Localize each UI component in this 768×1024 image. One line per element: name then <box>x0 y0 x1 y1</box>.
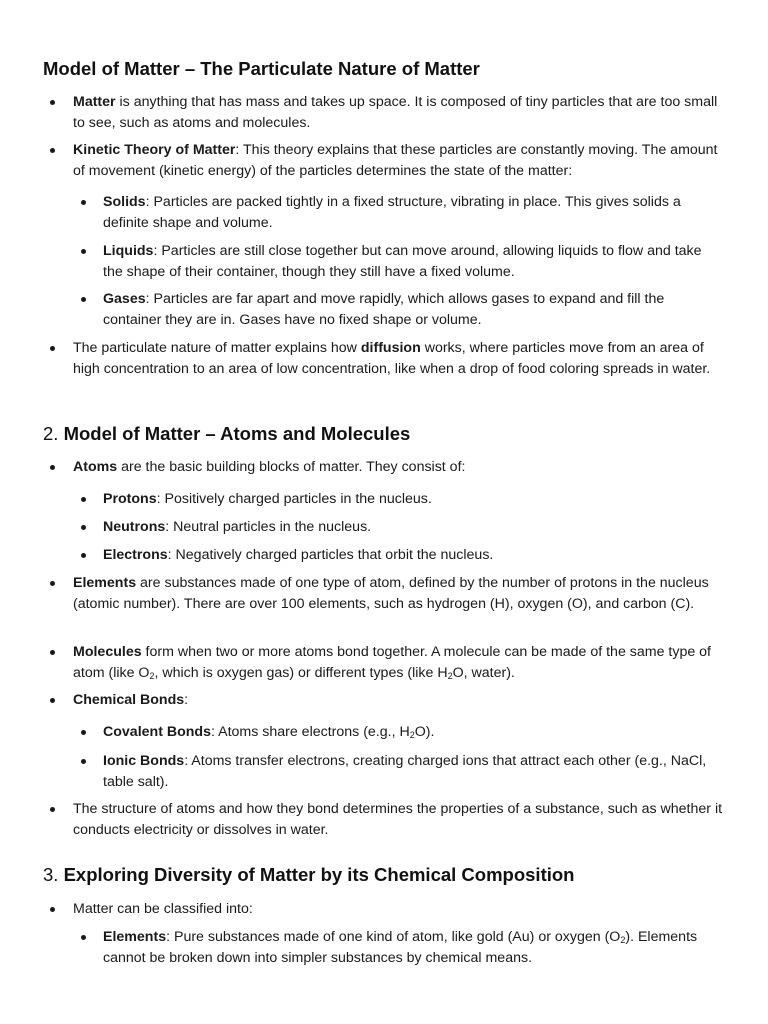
sub-bullet-solids <box>103 192 723 233</box>
term-diffusion: diffusion <box>360 340 421 356</box>
sub-bullet-gases <box>103 289 723 330</box>
text-neutrons: : Neutral particles in the nucleus. <box>165 519 372 535</box>
sub-bullet-elements <box>103 927 723 968</box>
bullet-structure <box>73 799 733 840</box>
text-classified: Matter can be classified into: <box>73 901 253 917</box>
section-3-title: Exploring Diversity of Matter by its Chemical Composition <box>63 864 575 885</box>
term-atoms: Atoms <box>73 459 118 475</box>
text-ionic: : Atoms transfer electrons, creating charged ions that attract each other (e.g., NaCl, table salt). <box>103 753 707 790</box>
text-atoms: are the basic building blocks of matter. They consist of: <box>117 459 466 475</box>
bullet-atoms <box>73 457 733 478</box>
section-2-title: Model of Matter – Atoms and Molecules <box>63 423 411 444</box>
term-protons: Protons <box>103 491 157 507</box>
section-3-number: 3. <box>43 864 64 885</box>
text-covalent-a: : Atoms share electrons (e.g., H <box>211 724 410 740</box>
text-gases: : Particles are far apart and move rapidly, which allows gases to expand and fill the container they are in. Gases have no fixed shape or volume. <box>103 291 665 328</box>
text-covalent-b: O). <box>414 724 435 740</box>
text-kinetic-theory: : This theory explains that these particles are constantly moving. The amount of movement (kinetic energy) of the particles determines the state of the matter: <box>73 142 718 179</box>
term-kinetic-theory: Kinetic Theory of Matter <box>73 142 236 158</box>
subscript: 2 <box>409 730 415 740</box>
term-neutrons: Neutrons <box>103 519 166 535</box>
section-1-heading <box>43 57 480 81</box>
sub-bullet-ionic <box>103 751 723 792</box>
text-diffusion-post: works, where particles move from an area of high concentration to an area of low concentration, like when a drop of food coloring spreads in water. <box>73 340 711 377</box>
subscript: 2 <box>620 935 626 945</box>
text-diffusion-pre: The particulate nature of matter explains how <box>73 340 361 356</box>
subscript: 2 <box>149 670 155 681</box>
text-elements-s3-b: ). Elements cannot be broken down into simpler substances by chemical means. <box>103 929 698 966</box>
text-solids: : Particles are packed tightly in a fixed structure, vibrating in place. This gives solids a definite shape and volume. <box>103 194 681 231</box>
text-elements: are substances made of one type of atom, defined by the number of protons in the nucleus (atomic number). There are over 100 elements, such as hydrogen (H), oxygen (O), and carbon (C). <box>73 575 709 612</box>
section-1-title: Model of Matter – The Particulate Nature of Matter <box>43 58 480 79</box>
bullet-chemical-bonds <box>73 690 733 711</box>
term-molecules: Molecules <box>73 644 142 660</box>
term-chemical-bonds: Chemical Bonds <box>73 692 185 708</box>
text-matter: is anything that has mass and takes up space. It is composed of tiny particles that are too small to see, such as atoms and molecules. <box>73 94 718 131</box>
term-elements-s3: Elements <box>103 929 167 945</box>
section-2-number: 2. <box>43 423 64 444</box>
subscript: 2 <box>447 670 453 681</box>
text-electrons: : Negatively charged particles that orbit the nucleus. <box>167 547 494 563</box>
term-liquids: Liquids <box>103 243 154 259</box>
term-covalent-bonds: Covalent Bonds <box>103 724 211 740</box>
text-elements-s3-a: : Pure substances made of one kind of atom, like gold (Au) or oxygen (O <box>166 929 621 945</box>
text-molecules-a: form when two or more atoms bond together. A molecule can be made of the same type of atom (like O <box>73 644 711 681</box>
text-chemical-bonds: : <box>184 692 189 708</box>
sub-bullet-neutrons <box>103 517 723 538</box>
term-gases: Gases <box>103 291 146 307</box>
bullet-classified <box>73 899 733 920</box>
term-solids: Solids <box>103 194 146 210</box>
bullet-elements <box>73 573 733 614</box>
term-elements: Elements <box>73 575 137 591</box>
sub-bullet-liquids <box>103 241 723 282</box>
term-matter: Matter <box>73 94 116 110</box>
sub-bullet-covalent <box>103 722 723 743</box>
text-protons: : Positively charged particles in the nucleus. <box>156 491 432 507</box>
text-molecules-c: O, water). <box>452 664 515 681</box>
text-liquids: : Particles are still close together but can move around, allowing liquids to flow and take the shape of their container, though they still have a fixed volume. <box>103 243 702 280</box>
bullet-kinetic-theory <box>73 140 733 181</box>
bullet-molecules <box>73 642 733 683</box>
sub-bullet-electrons <box>103 545 723 566</box>
text-molecules-b: , which is oxygen gas) or different types (like H <box>154 664 448 681</box>
term-electrons: Electrons <box>103 547 168 563</box>
section-2-heading <box>43 422 410 446</box>
term-ionic-bonds: Ionic Bonds <box>103 753 185 769</box>
sub-bullet-protons <box>103 489 723 510</box>
section-3-heading <box>43 863 574 887</box>
bullet-matter <box>73 92 733 133</box>
bullet-diffusion <box>73 338 733 379</box>
text-structure: The structure of atoms and how they bond determines the properties of a substance, such as whether it conducts electricity or dissolves in water. <box>73 801 723 838</box>
